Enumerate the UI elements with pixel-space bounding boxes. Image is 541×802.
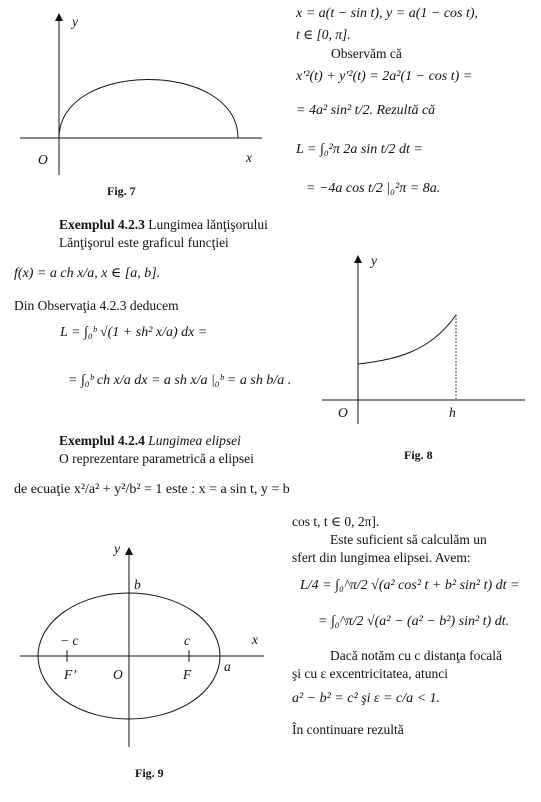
cycloid-domain: t ∈ [0, π]. <box>296 27 351 42</box>
example-4-2-3-name: Lungimea lănţişorului <box>144 217 268 232</box>
sufficient-text: Este suficient să calculăm un <box>330 532 487 547</box>
param-continuation: cos t, t ∈ 0, 2π]. <box>292 514 380 529</box>
derivative-equation: x′²(t) + y′²(t) = 2a²(1 − cos t) = <box>296 69 473 84</box>
fig9-caption: Fig. 9 <box>135 766 164 780</box>
observation-text: Observăm că <box>331 46 402 61</box>
example-4-2-3-label: Exemplul 4.2.3 <box>59 217 145 232</box>
fig7-y-label: y <box>72 14 78 29</box>
fig8-caption: Fig. 8 <box>404 448 433 462</box>
fig9-f-prime-label: F’ <box>64 667 77 682</box>
ellipse-equation-line: de ecuaţie x²/a² + y²/b² = 1 este : x = a sin t, y = b <box>14 482 290 497</box>
fig7-diagram <box>20 14 262 175</box>
fig8-diagram <box>322 256 525 424</box>
cycloid-equation: x = a(t − sin t), y = a(1 − cos t), <box>296 6 479 21</box>
fig7-cycloid-arc <box>59 80 238 139</box>
fig9-origin-label: O <box>113 667 123 682</box>
example-4-2-4-label: Exemplul 4.2.4 <box>59 433 145 448</box>
deduction-text: Din Observaţia 4.2.3 deducem <box>14 298 179 313</box>
fig8-h-label: h <box>449 405 456 420</box>
fig8-y-label: y <box>371 253 377 268</box>
fig9-y-label: y <box>114 541 120 556</box>
length-integral: L = ∫₀²π 2a sin t/2 dt = <box>296 142 423 157</box>
fig9-x-label: x <box>252 632 258 647</box>
continuation-text: În continuare rezultă <box>292 722 404 737</box>
fig8-catenary-curve <box>358 315 456 364</box>
ellipse-quarter-result: = ∫₀^π/2 √(a² − (a² − b²) sin² t) dt. <box>318 614 510 629</box>
example-4-2-4-title <box>59 433 241 449</box>
fig9-b-label: b <box>134 577 141 592</box>
fig9-minus-c-label: − c <box>60 633 79 648</box>
focal-distance-text: Dacă notăm cu c distanţa focală <box>330 648 503 663</box>
fig7-caption: Fig. 7 <box>107 184 136 198</box>
length-result: = −4a cos t/2 |₀²π = 8a. <box>306 181 441 196</box>
catenary-function: f(x) = a ch x/a, x ∈ [a, b]. <box>14 266 161 281</box>
eccentricity-equation: a² − b² = c² şi ε = c/a < 1. <box>292 691 441 706</box>
catenary-intro: Lănţişorul este graficul funcţiei <box>59 235 229 250</box>
fig9-c-label: c <box>184 633 190 648</box>
fig7-origin-label: O <box>38 152 48 167</box>
catenary-length-result: = ∫₀ᵇ ch x/a dx = a sh x/a |₀ᵇ = a sh b/a . <box>68 373 292 388</box>
eccentricity-text: şi cu ε excentricitatea, atunci <box>292 666 448 681</box>
ellipse-quarter-integral: L/4 = ∫₀^π/2 √(a² cos² t + b² sin² t) dt = <box>300 578 520 593</box>
fig9-a-label: a <box>224 659 231 674</box>
fig9-diagram <box>20 548 264 747</box>
fig7-x-label: x <box>246 150 252 165</box>
catenary-length-integral: L = ∫₀ᵇ √(1 + sh² x/a) dx = <box>60 325 208 340</box>
fig8-origin-label: O <box>338 405 348 420</box>
example-4-2-4-name: Lungimea elipsei <box>144 433 241 448</box>
fig9-f-label: F <box>183 667 192 682</box>
ellipse-intro: O reprezentare parametrică a elipsei <box>59 451 254 466</box>
quarter-text: sfert din lungimea elipsei. Avem: <box>292 550 471 565</box>
example-4-2-3-title <box>59 217 268 233</box>
sine-result: = 4a² sin² t/2. Rezultă că <box>296 103 436 118</box>
